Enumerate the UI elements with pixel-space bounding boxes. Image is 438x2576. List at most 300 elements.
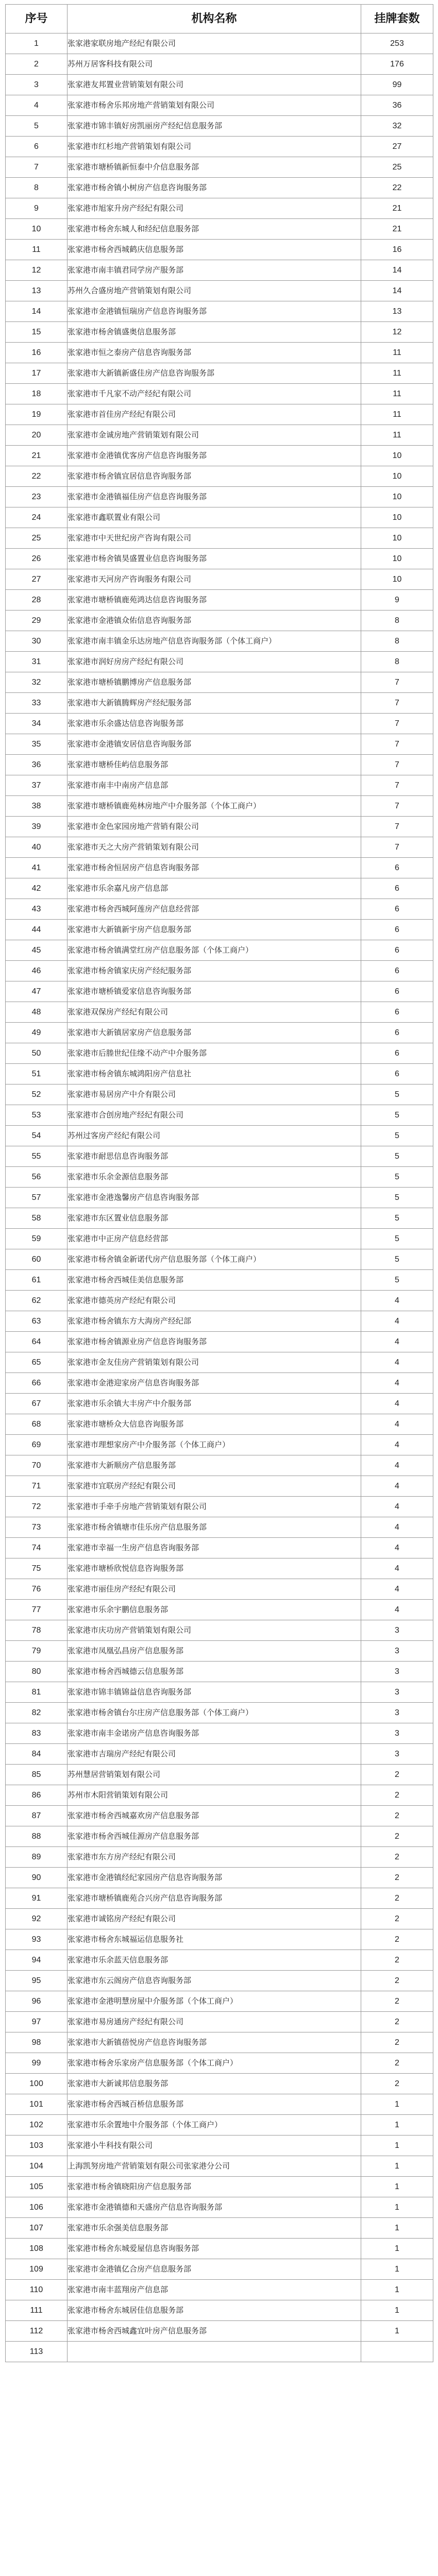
table-row: [6, 2094, 433, 2115]
row-agency-name: [68, 2342, 361, 2362]
row-agency-name: 张家港市杨舍东城福运信息服务社: [68, 1929, 361, 1950]
row-listing-count: 4: [361, 1311, 433, 1332]
row-agency-name: 张家港市金友佳房产营销策划有限公司: [68, 1352, 361, 1373]
table-row: [6, 1311, 433, 1332]
row-serial-number: 34: [6, 714, 68, 734]
row-agency-name: 张家港市凤凰弘昌房产信息服务部: [68, 1641, 361, 1662]
row-agency-name: 张家港市诚铭房产经纪有限公司: [68, 1909, 361, 1929]
row-agency-name: 张家港家联房地产经纪有限公司: [68, 33, 361, 54]
row-serial-number: 65: [6, 1352, 68, 1373]
row-serial-number: 55: [6, 1146, 68, 1167]
row-serial-number: 91: [6, 1888, 68, 1909]
row-listing-count: 1: [361, 2259, 433, 2280]
table-row: [6, 1373, 433, 1394]
row-listing-count: 2: [361, 1950, 433, 1971]
table-row: [6, 961, 433, 981]
row-listing-count: 1: [361, 2239, 433, 2259]
row-agency-name: 张家港市南丰镇君同学房产服务部: [68, 260, 361, 281]
row-listing-count: 5: [361, 1208, 433, 1229]
row-serial-number: 62: [6, 1291, 68, 1311]
row-agency-name: 张家港市天河房产咨询服务有限公司: [68, 569, 361, 590]
row-serial-number: 96: [6, 1991, 68, 2012]
row-agency-name: 张家港市杨舍镇宜居信息咨询服务部: [68, 466, 361, 487]
table-row: [6, 1662, 433, 1682]
table-row: [6, 1229, 433, 1249]
row-agency-name: 张家港市杨舍镇昊盛置业信息咨询服务部: [68, 549, 361, 569]
row-listing-count: 2: [361, 1971, 433, 1991]
table-row: [6, 1620, 433, 1641]
row-agency-name: 张家港市金港镇安居信息咨询服务部: [68, 734, 361, 755]
row-listing-count: 5: [361, 1229, 433, 1249]
row-serial-number: 48: [6, 1002, 68, 1023]
table-row: [6, 1765, 433, 1785]
row-serial-number: 1: [6, 33, 68, 54]
row-agency-name: 张家港市杨舍镇盛奥信息服务部: [68, 322, 361, 343]
row-listing-count: 11: [361, 425, 433, 446]
row-listing-count: 6: [361, 899, 433, 920]
row-listing-count: 2: [361, 1765, 433, 1785]
row-listing-count: 7: [361, 775, 433, 796]
table-row: [6, 1497, 433, 1517]
table-row: [6, 425, 433, 446]
row-listing-count: 1: [361, 2094, 433, 2115]
table-row: [6, 2342, 433, 2362]
row-serial-number: 28: [6, 590, 68, 611]
row-listing-count: 7: [361, 837, 433, 858]
row-serial-number: 82: [6, 1703, 68, 1723]
row-listing-count: 1: [361, 2321, 433, 2342]
row-listing-count: 4: [361, 1291, 433, 1311]
row-listing-count: 3: [361, 1703, 433, 1723]
row-agency-name: 张家港市大新镇蓓悦房产信息咨询服务部: [68, 2032, 361, 2053]
row-agency-name: 张家港市锦丰镇锦益信息咨询服务部: [68, 1682, 361, 1703]
table-row: [6, 1558, 433, 1579]
table-row: [6, 672, 433, 693]
row-listing-count: 5: [361, 1084, 433, 1105]
row-listing-count: 6: [361, 981, 433, 1002]
row-serial-number: 11: [6, 240, 68, 260]
row-listing-count: 2: [361, 1868, 433, 1888]
row-listing-count: 10: [361, 446, 433, 466]
row-agency-name: 张家港市大新镇居家房产信息服务部: [68, 1023, 361, 1043]
table-row: [6, 322, 433, 343]
row-serial-number: 109: [6, 2259, 68, 2280]
table-row: [6, 178, 433, 198]
row-agency-name: 张家港市金港镇福佳房产信息咨询服务部: [68, 487, 361, 507]
table-row: [6, 33, 433, 54]
row-listing-count: 10: [361, 487, 433, 507]
row-listing-count: 10: [361, 569, 433, 590]
row-listing-count: 4: [361, 1558, 433, 1579]
row-agency-name: 张家港市大新顺房产信息服务部: [68, 1455, 361, 1476]
row-listing-count: 2: [361, 1991, 433, 2012]
agency-listing-table: [5, 4, 433, 2362]
row-listing-count: 5: [361, 1249, 433, 1270]
row-serial-number: 13: [6, 281, 68, 301]
row-serial-number: 36: [6, 755, 68, 775]
row-agency-name: 张家港市金诚房地产营销策划有限公司: [68, 425, 361, 446]
table-row: [6, 2074, 433, 2094]
row-listing-count: 8: [361, 631, 433, 652]
row-agency-name: 张家港市丽佳房产经纪有限公司: [68, 1579, 361, 1600]
row-serial-number: 37: [6, 775, 68, 796]
table-row: [6, 1847, 433, 1868]
row-serial-number: 93: [6, 1929, 68, 1950]
row-serial-number: 68: [6, 1414, 68, 1435]
row-listing-count: 5: [361, 1188, 433, 1208]
row-agency-name: 张家港市杨舍镇台尔庄房产信息服务部（个体工商户）: [68, 1703, 361, 1723]
table-row: [6, 2239, 433, 2259]
row-serial-number: 8: [6, 178, 68, 198]
row-agency-name: 苏州过客房产经纪有限公司: [68, 1126, 361, 1146]
table-row: [6, 157, 433, 178]
table-row: [6, 1868, 433, 1888]
row-listing-count: 32: [361, 116, 433, 137]
row-listing-count: 4: [361, 1435, 433, 1455]
row-agency-name: 张家港市塘桥佳屿信息服务部: [68, 755, 361, 775]
row-serial-number: 108: [6, 2239, 68, 2259]
row-agency-name: 张家港市旭家升房产经纪有限公司: [68, 198, 361, 219]
table-row: [6, 1126, 433, 1146]
row-agency-name: 张家港市东云阁房产信息咨询服务部: [68, 1971, 361, 1991]
table-row: [6, 446, 433, 466]
table-row: [6, 796, 433, 817]
row-serial-number: 100: [6, 2074, 68, 2094]
row-serial-number: 42: [6, 878, 68, 899]
row-agency-name: 张家港市乐余蓝天信息服务部: [68, 1950, 361, 1971]
row-agency-name: 张家港市大新镇新宇房产信息服务部: [68, 920, 361, 940]
row-agency-name: 张家港市乐余金源信息服务部: [68, 1167, 361, 1188]
row-listing-count: 2: [361, 2053, 433, 2074]
row-agency-name: 张家港市杨舍西城鑫宜叶房产信息服务部: [68, 2321, 361, 2342]
row-serial-number: 39: [6, 817, 68, 837]
row-listing-count: 16: [361, 240, 433, 260]
row-agency-name: 张家港市杨舍西城德云信息服务部: [68, 1662, 361, 1682]
table-row: [6, 1002, 433, 1023]
table-row: [6, 219, 433, 240]
row-serial-number: 94: [6, 1950, 68, 1971]
row-listing-count: 11: [361, 404, 433, 425]
row-listing-count: 10: [361, 549, 433, 569]
row-listing-count: 1: [361, 2197, 433, 2218]
row-agency-name: 张家港市杨舍乐家房产信息服务部（个体工商户）: [68, 2053, 361, 2074]
row-serial-number: 77: [6, 1600, 68, 1620]
row-listing-count: 1: [361, 2218, 433, 2239]
row-agency-name: 张家港市杨舍镇东方大海房产经纪部: [68, 1311, 361, 1332]
row-listing-count: 6: [361, 961, 433, 981]
table-row: [6, 1352, 433, 1373]
row-agency-name: 张家港市金港镇亿合房产信息服务部: [68, 2259, 361, 2280]
row-serial-number: 43: [6, 899, 68, 920]
row-agency-name: 张家港市南丰蓝翔房产信息部: [68, 2280, 361, 2300]
row-agency-name: 张家港市鑫联置业有限公司: [68, 507, 361, 528]
row-serial-number: 21: [6, 446, 68, 466]
row-serial-number: 70: [6, 1455, 68, 1476]
row-agency-name: 张家港市锦丰镇好房凯丽房产经纪信息服务部: [68, 116, 361, 137]
row-serial-number: 76: [6, 1579, 68, 1600]
row-agency-name: 张家港市后塍世纪佳缘不动产中介服务部: [68, 1043, 361, 1064]
row-serial-number: 103: [6, 2136, 68, 2156]
row-listing-count: 14: [361, 281, 433, 301]
row-serial-number: 29: [6, 611, 68, 631]
row-listing-count: 1: [361, 2280, 433, 2300]
row-serial-number: 99: [6, 2053, 68, 2074]
row-agency-name: 张家港市乐余盛达信息咨询服务部: [68, 714, 361, 734]
row-serial-number: 6: [6, 137, 68, 157]
row-agency-name: 苏州市木阳营销策划有限公司: [68, 1785, 361, 1806]
row-serial-number: 53: [6, 1105, 68, 1126]
table-row: [6, 1146, 433, 1167]
row-serial-number: 71: [6, 1476, 68, 1497]
row-listing-count: 1: [361, 2156, 433, 2177]
row-agency-name: 张家港市杨舍西城嘉欢房产信息服务部: [68, 1806, 361, 1826]
table-row: [6, 2053, 433, 2074]
row-serial-number: 86: [6, 1785, 68, 1806]
table-row: [6, 1909, 433, 1929]
row-serial-number: 52: [6, 1084, 68, 1105]
row-serial-number: 106: [6, 2197, 68, 2218]
row-listing-count: 5: [361, 1105, 433, 1126]
row-agency-name: 张家港市手牵手房地产营销策划有限公司: [68, 1497, 361, 1517]
row-agency-name: 张家港市乐余强美信息服务部: [68, 2218, 361, 2239]
table-row: [6, 528, 433, 549]
row-listing-count: 27: [361, 137, 433, 157]
row-listing-count: 5: [361, 1126, 433, 1146]
row-listing-count: 4: [361, 1579, 433, 1600]
table-row: [6, 2197, 433, 2218]
table-row: [6, 1476, 433, 1497]
row-agency-name: 张家港友邦置业营销策划有限公司: [68, 75, 361, 95]
row-agency-name: 张家港市杨舍镇家庆房产经纪服务部: [68, 961, 361, 981]
table-row: [6, 1991, 433, 2012]
table-row: [6, 878, 433, 899]
row-listing-count: 3: [361, 1620, 433, 1641]
row-agency-name: 张家港市杨舍东城爱屋信息咨询服务部: [68, 2239, 361, 2259]
row-agency-name: 张家港市易居房产中介有限公司: [68, 1084, 361, 1105]
row-agency-name: 张家港市杨舍镇满堂红房产信息服务部（个体工商户）: [68, 940, 361, 961]
row-agency-name: 张家港市大新镇腾辉房产经纪服务部: [68, 693, 361, 714]
row-serial-number: 83: [6, 1723, 68, 1744]
row-listing-count: 176: [361, 54, 433, 75]
row-serial-number: 112: [6, 2321, 68, 2342]
table-row: [6, 899, 433, 920]
table-row: [6, 1414, 433, 1435]
row-listing-count: 6: [361, 1023, 433, 1043]
row-listing-count: 21: [361, 198, 433, 219]
row-agency-name: 张家港市中天世纪房产咨询有限公司: [68, 528, 361, 549]
table-row: [6, 590, 433, 611]
table-row: [6, 1971, 433, 1991]
row-serial-number: 41: [6, 858, 68, 878]
table-row: [6, 2218, 433, 2239]
table-row: [6, 775, 433, 796]
row-serial-number: 19: [6, 404, 68, 425]
row-serial-number: 105: [6, 2177, 68, 2197]
row-listing-count: 25: [361, 157, 433, 178]
table-row: [6, 1167, 433, 1188]
table-row: [6, 652, 433, 672]
row-serial-number: 47: [6, 981, 68, 1002]
row-serial-number: 102: [6, 2115, 68, 2136]
table-row: [6, 2012, 433, 2032]
row-agency-name: 张家港市乐余宇鹏信息服务部: [68, 1600, 361, 1620]
table-row: [6, 981, 433, 1002]
row-listing-count: 10: [361, 528, 433, 549]
row-agency-name: 张家港市天之大房产营销策划有限公司: [68, 837, 361, 858]
table-row: [6, 1517, 433, 1538]
row-serial-number: 7: [6, 157, 68, 178]
row-serial-number: 57: [6, 1188, 68, 1208]
row-serial-number: 88: [6, 1826, 68, 1847]
row-listing-count: 10: [361, 466, 433, 487]
row-listing-count: 11: [361, 363, 433, 384]
row-listing-count: 2: [361, 1806, 433, 1826]
row-agency-name: 张家港市易房通房产经纪有限公司: [68, 2012, 361, 2032]
table-row: [6, 1888, 433, 1909]
row-listing-count: [361, 2342, 433, 2362]
row-serial-number: 25: [6, 528, 68, 549]
row-agency-name: 张家港市杨舍东城居佳信息服务部: [68, 2300, 361, 2321]
table-row: [6, 404, 433, 425]
table-row: [6, 137, 433, 157]
row-listing-count: 2: [361, 1785, 433, 1806]
row-listing-count: 10: [361, 507, 433, 528]
row-serial-number: 49: [6, 1023, 68, 1043]
table-row: [6, 837, 433, 858]
row-serial-number: 2: [6, 54, 68, 75]
row-listing-count: 1: [361, 2300, 433, 2321]
row-listing-count: 253: [361, 33, 433, 54]
row-serial-number: 104: [6, 2156, 68, 2177]
row-serial-number: 9: [6, 198, 68, 219]
row-listing-count: 5: [361, 1146, 433, 1167]
row-agency-name: 张家港市乐余嘉凡房产信息部: [68, 878, 361, 899]
row-agency-name: 张家港市金港逸馨房产信息咨询服务部: [68, 1188, 361, 1208]
row-listing-count: 3: [361, 1641, 433, 1662]
row-listing-count: 7: [361, 817, 433, 837]
table-row: [6, 260, 433, 281]
row-agency-name: 张家港市塘桥镇鹿苑林房地产中介服务部（个体工商户）: [68, 796, 361, 817]
row-serial-number: 22: [6, 466, 68, 487]
row-listing-count: 2: [361, 1929, 433, 1950]
row-agency-name: 苏州万居客科技有限公司: [68, 54, 361, 75]
row-serial-number: 84: [6, 1744, 68, 1765]
row-listing-count: 7: [361, 714, 433, 734]
row-serial-number: 24: [6, 507, 68, 528]
table-row: [6, 1723, 433, 1744]
row-serial-number: 111: [6, 2300, 68, 2321]
table-row: [6, 487, 433, 507]
row-serial-number: 40: [6, 837, 68, 858]
table-row: [6, 714, 433, 734]
table-row: [6, 2177, 433, 2197]
row-agency-name: 张家港市金港镇优客房产信息咨询服务部: [68, 446, 361, 466]
row-listing-count: 6: [361, 878, 433, 899]
row-listing-count: 4: [361, 1600, 433, 1620]
row-listing-count: 4: [361, 1538, 433, 1558]
row-listing-count: 3: [361, 1744, 433, 1765]
table-row: [6, 1641, 433, 1662]
row-serial-number: 5: [6, 116, 68, 137]
row-listing-count: 7: [361, 796, 433, 817]
row-listing-count: 99: [361, 75, 433, 95]
row-agency-name: 张家港市南丰镇金乐达房地产信息咨询服务部（个体工商户）: [68, 631, 361, 652]
row-serial-number: 12: [6, 260, 68, 281]
table-row: [6, 2115, 433, 2136]
row-listing-count: 8: [361, 611, 433, 631]
row-listing-count: 6: [361, 858, 433, 878]
table-row: [6, 198, 433, 219]
row-serial-number: 35: [6, 734, 68, 755]
row-serial-number: 79: [6, 1641, 68, 1662]
row-agency-name: 张家港市耐思信息咨询服务部: [68, 1146, 361, 1167]
row-listing-count: 4: [361, 1497, 433, 1517]
row-serial-number: 51: [6, 1064, 68, 1084]
table-row: [6, 940, 433, 961]
row-agency-name: 张家港市塘桥镇爱家信息咨询服务部: [68, 981, 361, 1002]
row-listing-count: 1: [361, 2136, 433, 2156]
row-agency-name: 张家港市金港明慧房屋中介服务部（个体工商户）: [68, 1991, 361, 2012]
row-agency-name: 张家港市东区置业信息服务部: [68, 1208, 361, 1229]
row-serial-number: 107: [6, 2218, 68, 2239]
row-serial-number: 81: [6, 1682, 68, 1703]
row-serial-number: 31: [6, 652, 68, 672]
table-row: [6, 2280, 433, 2300]
row-agency-name: 张家港市杨舍镇东城鸿阳房产信息社: [68, 1064, 361, 1084]
row-agency-name: 上海凯努房地产营销策划有限公司张家港分公司: [68, 2156, 361, 2177]
row-serial-number: 30: [6, 631, 68, 652]
row-serial-number: 38: [6, 796, 68, 817]
row-listing-count: 6: [361, 1002, 433, 1023]
row-serial-number: 58: [6, 1208, 68, 1229]
row-agency-name: 张家港市杨舍镇金新诺代房产信息服务部（个体工商户）: [68, 1249, 361, 1270]
row-serial-number: 67: [6, 1394, 68, 1414]
row-agency-name: 张家港市杨舍东城人和经纪信息服务部: [68, 219, 361, 240]
row-listing-count: 6: [361, 1043, 433, 1064]
row-listing-count: 3: [361, 1723, 433, 1744]
row-serial-number: 26: [6, 549, 68, 569]
row-agency-name: 张家港市合创房地产经纪有限公司: [68, 1105, 361, 1126]
table-row: [6, 1538, 433, 1558]
row-agency-name: 张家港市红杉地产营销策划有限公司: [68, 137, 361, 157]
row-agency-name: 张家港市杨舍西城阿莲房产信息经营部: [68, 899, 361, 920]
row-serial-number: 63: [6, 1311, 68, 1332]
row-agency-name: 张家港市南丰金诺房产信息咨询服务部: [68, 1723, 361, 1744]
header-listing-count: 挂牌套数: [361, 5, 433, 33]
table-row: [6, 2136, 433, 2156]
row-listing-count: 7: [361, 672, 433, 693]
table-row: [6, 75, 433, 95]
row-serial-number: 32: [6, 672, 68, 693]
row-agency-name: 张家港市金色家园房地产营销有限公司: [68, 817, 361, 837]
row-serial-number: 72: [6, 1497, 68, 1517]
row-agency-name: 张家港市宜联房产经纪有限公司: [68, 1476, 361, 1497]
row-listing-count: 13: [361, 301, 433, 322]
table-row: [6, 1682, 433, 1703]
header-agency-name: 机构名称: [68, 5, 361, 33]
header-row: [6, 5, 433, 33]
row-listing-count: 4: [361, 1414, 433, 1435]
table-row: [6, 631, 433, 652]
row-serial-number: 73: [6, 1517, 68, 1538]
row-listing-count: 6: [361, 920, 433, 940]
row-agency-name: 张家港市杨舍乐邦房地产营销策划有限公司: [68, 95, 361, 116]
row-agency-name: 张家港市杨舍镇小树房产信息咨询服务部: [68, 178, 361, 198]
table-row: [6, 507, 433, 528]
row-agency-name: 张家港市吉瑞房产经纪有限公司: [68, 1744, 361, 1765]
row-serial-number: 85: [6, 1765, 68, 1785]
table-body: [6, 33, 433, 2362]
